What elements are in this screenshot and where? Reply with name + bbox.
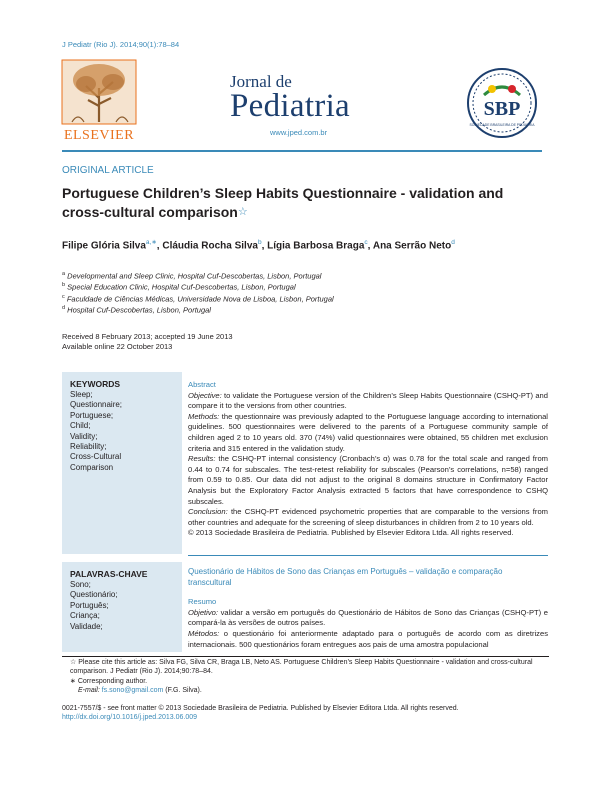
abstract-results [188,454,548,507]
title-footnote-star-icon[interactable]: ☆ [237,206,248,218]
received-date: Received 8 February 2013; accepted 19 June 2013 [62,332,233,341]
author-affiliation-mark[interactable]: c [364,239,368,246]
affiliation-mark: c [62,294,65,300]
author-name: Cláudia Rocha Silva [162,240,258,252]
sbp-logo-text: SBP [483,98,521,120]
email-footnote [62,686,549,695]
affiliation-text: Special Education Clinic, Hospital Cuf-Descobertas, Lisbon, Portugal [67,282,296,292]
palavras-chave-box [62,562,182,652]
footnote-divider [62,656,549,657]
abstract-divider [188,555,548,556]
affiliation-mark: a [62,271,66,277]
elsevier-tree-icon [58,58,140,126]
objective-label: Objective: [188,390,222,400]
issn-copyright: 0021-7557/$ - see front matter © 2013 Sociedade Brasileira de Pediatria. Published by Elsevier Editora Ltda. All rights reserved. [62,705,459,712]
publisher-name: ELSEVIER [63,128,135,143]
abstract-heading: Abstract [188,380,216,389]
affiliation [62,280,296,293]
palavra-item: Criança; [70,611,100,621]
sbp-emblem-icon [462,65,542,145]
palavra-item: Sono; [70,580,91,589]
keyword-item: Cross-Cultural [70,452,122,462]
palavra-item: Português; [70,600,109,610]
article-type: ORIGINAL ARTICLE [62,165,154,176]
sbp-logo [462,65,542,145]
elsevier-logo [58,58,140,144]
abstract-objective [188,391,548,412]
corresponding-footnote [62,677,549,686]
palavra-item: Validade; [70,621,103,631]
keyword-item: Sleep; [70,390,93,399]
email-label: E-mail: [78,687,100,695]
affiliation-text: Faculdade de Ciências Médicas, Universidade Nova de Lisboa, Lisbon, Portugal [66,294,334,304]
resumo-objective [188,608,548,629]
resumo-title: Questionário de Hábitos de Sono das Crianças em Português – validação e comparação transcultural [188,567,503,587]
email-owner: (F.G. Silva). [165,687,202,695]
keywords-heading: KEYWORDS [70,379,121,389]
journal-url-link[interactable]: www.jped.com.br [270,128,328,137]
conclusion-text: the CSHQ-PT evidenced psychometric properties that are comparable to the versions from other countries and adequate for the screening of sleep disturbances in children from 2 to 10 years old. [188,507,548,527]
results-label: Results: [188,454,216,464]
methods-label: Methods: [188,411,220,421]
metodos-text: o questionário foi anteriormente adaptado para o português de acordo com as diretrizes internacionais. 500 questionários foram entregues aos pais de uma amostra populacional [188,628,548,649]
keyword-item: Validity; [70,431,98,441]
affiliation [62,303,211,316]
keyword-item: Questionnaire; [70,400,123,410]
doi-link[interactable]: http://dx.doi.org/10.1016/j.jped.2013.06.009 [62,714,198,722]
palavras-chave-heading: PALAVRAS-CHAVE [70,569,148,579]
author-name: Lígia Barbosa Braga [267,240,365,252]
author-affiliation-mark[interactable]: d [451,239,455,246]
affiliation-text: Developmental and Sleep Clinic, Hospital Cuf-Descobertas, Lisbon, Portugal [67,271,322,281]
resumo-heading: Resumo [188,597,217,607]
citation-footnote-text: Please cite this article as: Silva FG, Silva CR, Braga LB, Neto AS. Portuguese Children’s Sleep Habits Questionnaire - validation and cross-cultural comparison. J Pediatr (Rio J). 2014;90:78–84. [70,659,533,676]
resumo-methods [188,629,548,650]
abstract-methods [188,412,548,454]
header-divider [62,150,542,152]
objective-text: to validate the Portuguese version of the Children’s Sleep Habits Questionnaire (CSHQ-PT) and compare it to the versions from other countries. [188,390,548,411]
conclusion-label: Conclusion: [188,507,228,517]
abstract-copyright: © 2013 Sociedade Brasileira de Pediatria. Published by Elsevier Editora Ltda. All rights reserved. [188,528,514,538]
keyword-item: Child; [70,421,91,431]
methods-text: the questionnaire was previously adapted to the Portuguese language according to international guidelines. 500 questionnaires were delivered to the parents of a Portuguese community sample of children aged 2 to 10 years old. 370 (74%) valid questionnaires were obtained, 55 children met exclusion criteria and 315 entered in the validation study. [188,411,548,453]
author-list: Filipe Glória Silva$^{a,∗}$, Cláudia Rocha Silva$^b$, Lígia Barbosa Braga$^c$, Ana Serrão Neto$^d$ [62,239,455,252]
author-affiliation-mark[interactable]: a,∗ [145,239,157,246]
keyword-item: Comparison [70,462,114,472]
objetivo-label: Objetivo: [188,607,218,617]
results-text: the CSHQ-PT internal consistency (Cronbach’s α) was 0.78 for the total scale and ranged from 0.44 to 0.74 for subscales. The test-retest reliability for subscales (Pearson’s correlations, n=58) ranged from 0.59 to 0.85. Our data did not adjust to the original 8 domains structure in Confirmatory Factor Analysis but the Exploratory Factor Analysis extracted 5 factors that have correspondence to CSHQ subscales. [188,454,548,506]
front-matter [62,704,549,723]
palavra-item: Questionário; [70,590,118,600]
abstract [188,380,548,539]
article-title [62,184,542,222]
footnotes [62,658,549,696]
footnote-star-icon: ☆ [70,659,77,666]
online-date: Available online 22 October 2013 [62,342,173,351]
abstract-conclusion [188,507,548,528]
metodos-label: Métodos: [188,628,220,638]
affiliation-mark: b [62,282,66,288]
keyword-item: Portuguese; [70,410,114,420]
author-affiliation-mark[interactable]: b [257,239,262,246]
affiliation-text: Hospital Cuf-Descobertas, Lisbon, Portugal [67,305,211,315]
objetivo-text: validar a versão em português do Questionário de Hábitos de Sono das Crianças (CSHQ-PT) e compará-la às versões de outros países. [188,607,548,628]
sbp-logo-caption: SOCIEDADE BRASILEIRA DE PEDIATRIA [469,123,535,127]
journal-name-line1: Jornal de [230,72,292,91]
resumo [188,567,548,650]
journal-citation: J Pediatr (Rio J). 2014;90(1):78–84 [62,40,180,49]
citation-footnote [62,658,549,677]
keyword-item: Reliability; [70,442,107,452]
keywords-box [62,372,182,554]
affiliation-mark: d [62,305,66,311]
journal-name-line2: Pediatria [230,88,350,124]
author-name: Ana Serrão Neto [372,240,452,252]
author-name: Filipe Glória Silva [62,240,146,252]
corresponding-text: Corresponding author. [77,677,148,685]
article-title-text: Portuguese Children’s Sleep Habits Questionnaire - validation and cross-cultural comparison [62,185,504,220]
footnote-asterisk-icon: ∗ [70,677,76,685]
email-link[interactable]: fs.sono@gmail.com [101,687,164,695]
